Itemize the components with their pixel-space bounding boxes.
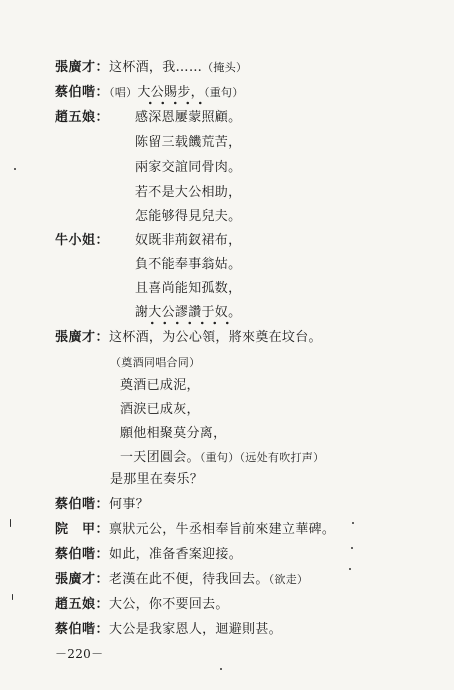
- stage-direction: （掩头）: [202, 61, 248, 74]
- verse-text: 謝大公謬讚于奴。: [135, 305, 242, 320]
- speaker-name: 院 甲：: [55, 522, 110, 537]
- dialogue-line: [55, 622, 282, 638]
- verse-text: 負不能奉事翁姑。: [135, 257, 242, 272]
- speaker-name: 蔡伯喈：: [55, 85, 110, 100]
- speaker-name: 趙五娘：: [55, 110, 110, 125]
- stage-direction: （奠酒同唱合同）: [110, 356, 201, 369]
- verse-line: [135, 305, 241, 321]
- speaker-name: 張廣才：: [55, 572, 110, 587]
- stage-direction: （唱）: [109, 86, 138, 99]
- page-number: －220－: [55, 647, 104, 661]
- verse-line: [120, 450, 324, 466]
- speaker-name: 牛小姐：: [55, 233, 110, 248]
- speaker-name: 蔡伯喈：: [55, 622, 110, 637]
- dialogue-text: 大公是我家恩人，迴避則甚。: [109, 622, 282, 637]
- dialogue-text: 禀狀元公，牛丞相奉旨前來建立華碑。: [109, 522, 336, 537]
- dialogue-line: [55, 330, 322, 346]
- emphasis-dots: [144, 101, 206, 105]
- dialogue-text: 这杯酒，我……: [109, 60, 203, 75]
- speaker-name: 趙五娘：: [55, 597, 110, 612]
- dialogue-line: [55, 522, 335, 538]
- dialogue-line: [55, 547, 242, 563]
- stage-direction: （重句）（远处有吹打声）: [199, 451, 325, 464]
- verse-text: 酒淚已成灰，: [120, 402, 200, 417]
- verse-text: 兩家交誼同骨肉。: [135, 160, 242, 175]
- verse-text: 陈留三载饑荒苦，: [135, 135, 242, 150]
- scan-speck: [349, 568, 351, 570]
- stage-direction: （欲走）: [268, 573, 309, 586]
- verse-text: 若不是大公相助，: [135, 185, 242, 200]
- verse-text: 奴既非荊釵裙布，: [135, 233, 242, 248]
- scan-speck: [352, 522, 354, 524]
- stage-direction: （重句）: [203, 86, 244, 99]
- verse-text: 一天团圓会。: [120, 450, 200, 465]
- speaker-name: 張廣才：: [55, 60, 110, 75]
- verse-line: [135, 281, 241, 297]
- scan-speck: [351, 547, 353, 549]
- emphasis-dots: [146, 321, 236, 325]
- verse-text: 感深恩屢蒙照顧。: [135, 110, 242, 125]
- dialogue-line: [55, 233, 241, 249]
- dialogue-line: [55, 497, 149, 513]
- verse-line: [120, 426, 226, 442]
- scan-speck: [12, 594, 13, 600]
- dialogue-text: 是那里在奏乐？: [110, 472, 204, 487]
- dialogue-text: 老漢在此不便，待我回去。: [109, 572, 269, 587]
- speaker-name: 張廣才：: [55, 330, 110, 345]
- dialogue-text: 这杯酒，为公心領，將來奠在坟台。: [109, 330, 322, 345]
- scan-speck: [14, 168, 16, 170]
- verse-line: [120, 402, 200, 418]
- verse-line: [135, 185, 241, 201]
- verse-line: [135, 257, 241, 273]
- verse-line: [135, 160, 241, 176]
- dialogue-line: [55, 572, 308, 588]
- dialogue-line: [55, 110, 241, 126]
- dialogue-text: 大公賜步，: [137, 85, 204, 100]
- scan-speck: [220, 668, 222, 670]
- stage-direction-line: [110, 355, 200, 371]
- dialogue-text: 如此，准备香案迎接。: [109, 547, 243, 562]
- verse-line: [120, 378, 200, 394]
- scan-speck: [10, 519, 11, 527]
- dialogue-text: 何事？: [109, 497, 149, 512]
- dialogue-line: [55, 85, 244, 101]
- speaker-name: 蔡伯喈：: [55, 497, 110, 512]
- dialogue-text: 大公，你不要回去。: [109, 597, 229, 612]
- dialogue-line: [55, 60, 247, 76]
- verse-line: [135, 135, 241, 151]
- verse-text: 願他相聚莫分离，: [120, 426, 227, 441]
- verse-line: [135, 209, 241, 225]
- verse-text: 奠酒已成泥，: [120, 378, 200, 393]
- verse-text: 怎能够得見兒夫。: [135, 209, 242, 224]
- dialogue-line: [55, 597, 229, 613]
- speaker-name: 蔡伯喈：: [55, 547, 110, 562]
- verse-text: 且喜尚能知孤数，: [135, 281, 242, 296]
- dialogue-line: [110, 472, 203, 488]
